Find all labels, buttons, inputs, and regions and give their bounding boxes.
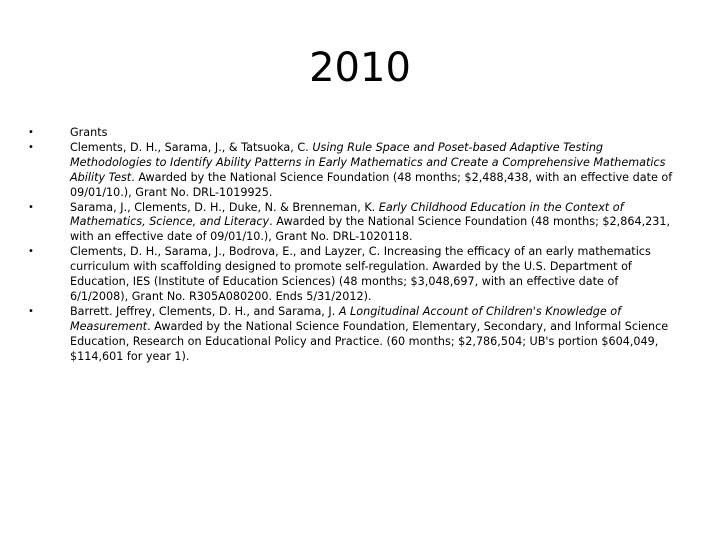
item-text: Grants: [70, 126, 108, 139]
list-item: [28, 304, 676, 365]
item-title: Early Childhood Education in the Context of Mathematics, Science, and Literacy: [70, 200, 624, 229]
list-item: [28, 245, 676, 305]
bullet-marker: •: [28, 127, 34, 138]
item-text: Clements, D. H., Sarama, J., & Tatsuoka, C.: [70, 140, 313, 154]
bullet-marker: •: [28, 305, 34, 317]
bullet-marker: •: [28, 141, 34, 153]
bullet-marker: •: [28, 201, 34, 213]
item-title: Using Rule Space and Poset-based Adaptive Testing Methodologies to Identify Ability Patterns in Early Mathematics and Create a Comprehensive Mathematics Ability Test: [70, 140, 666, 184]
slide-title: 2010: [309, 45, 411, 91]
item-text: Sarama, J., Clements, D. H., Duke, N. & Brenneman, K.: [70, 200, 379, 214]
item-text: Barrett. Jeffrey, Clements, D. H., and Sarama, J.: [70, 304, 339, 318]
item-text: Clements, D. H., Sarama, J., Bodrova, E., and Layzer, C. Increasing the efficacy of an early mathematics curriculum with scaffolding designed to promote self-regulation. Awarded by the U.S. Department of Education, IES (Institute of Education Sciences) (48 months; $3,048,697, with an effective date of 6/1/2008), Grant No. R305A080200. Ends 5/31/2012).: [70, 245, 651, 303]
bullet-marker: •: [28, 246, 34, 258]
bullet-list: [28, 126, 676, 365]
list-item: [28, 200, 676, 246]
list-item: [28, 140, 676, 201]
list-item: [28, 126, 676, 141]
item-text: . Awarded by the National Science Foundation, Elementary, Secondary, and Informal Science Education, Research on Educational Policy and Practice. (60 months; $2,786,504; UB's portion $604,049, $114,601 for year 1).: [70, 319, 669, 363]
item-title: A Longitudinal Account of Children's Knowledge of Measurement: [70, 304, 622, 333]
item-text: . Awarded by the National Science Foundation (48 months; $2,488,438, with an effective date of 09/01/10.), Grant No. DRL-1019925.: [70, 170, 673, 199]
item-text: . Awarded by the National Science Foundation (48 months; $2,864,231, with an effective date of 09/01/10.), Grant No. DRL-1020118.: [70, 215, 671, 244]
